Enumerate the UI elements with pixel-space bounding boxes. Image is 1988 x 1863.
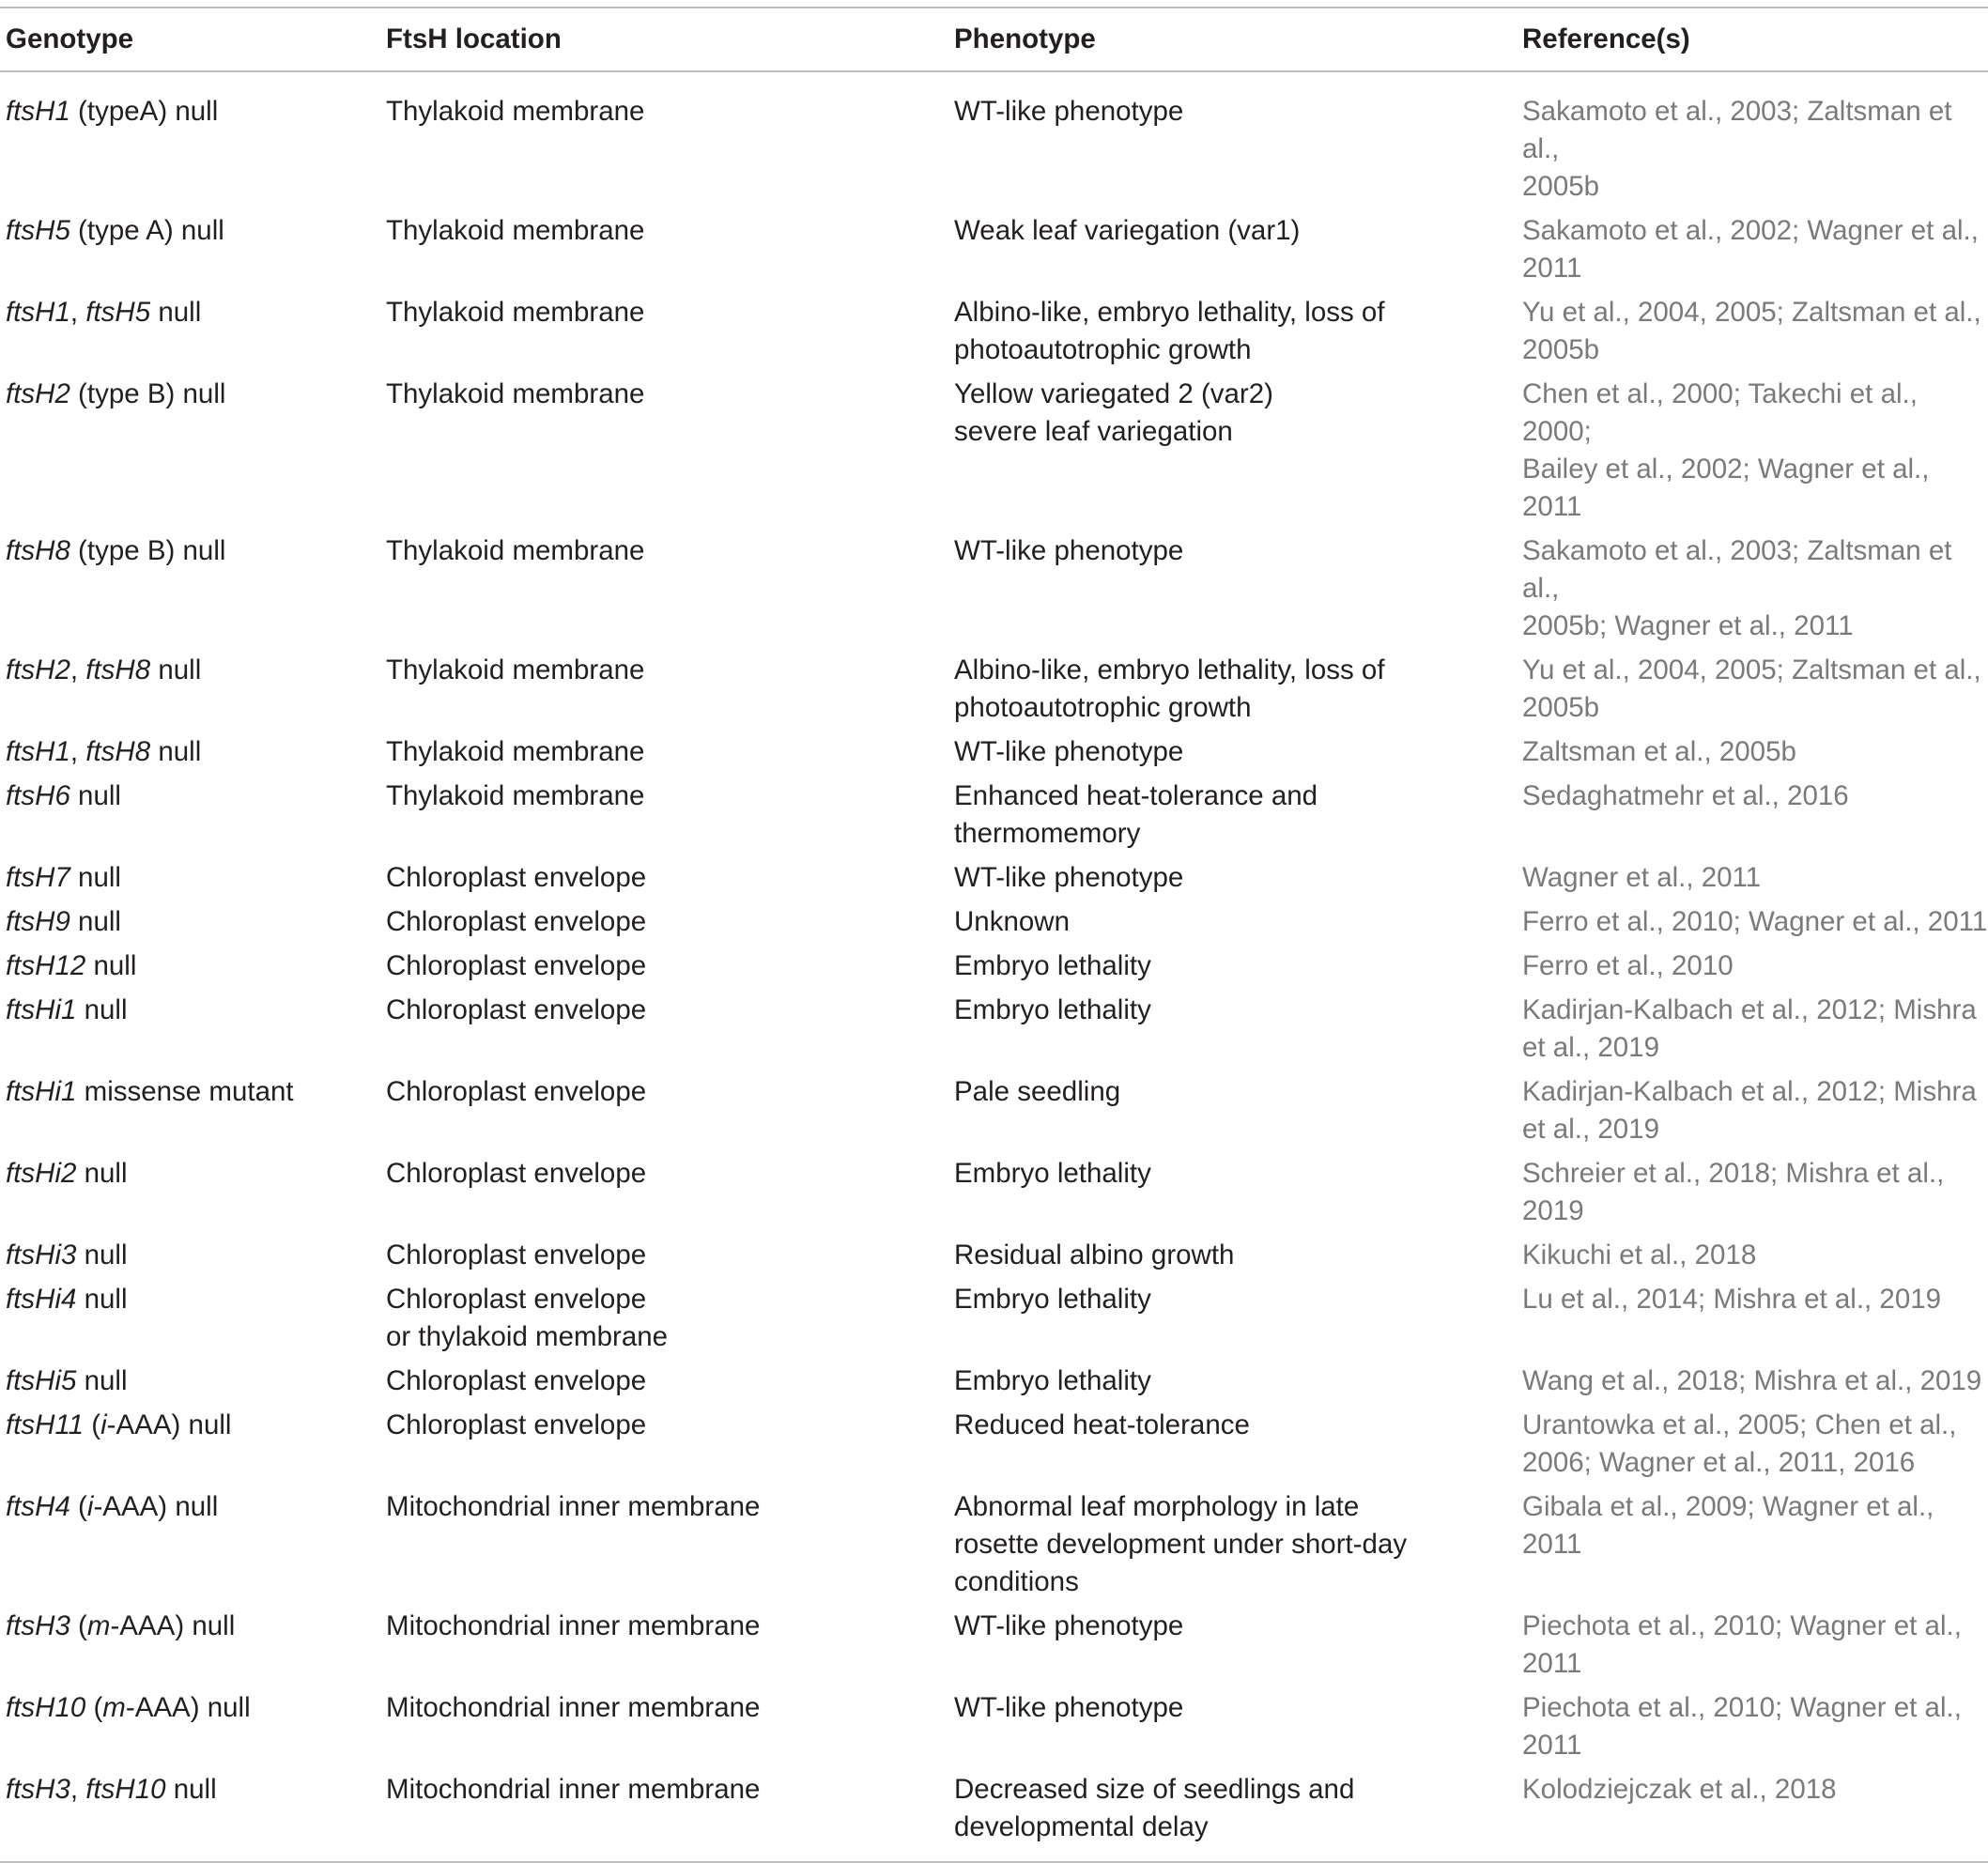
table-row (0, 1149, 1988, 1231)
location-cell (386, 370, 954, 527)
genotype-cell (0, 1401, 386, 1483)
header-references: Reference(s) (1522, 23, 1690, 54)
header-ftsh-location: FtsH location (386, 23, 562, 54)
phenotype-cell (954, 1231, 1522, 1275)
references-cell (1522, 854, 1988, 898)
location-cell (386, 1149, 954, 1231)
table-row (0, 1357, 1988, 1401)
genotype-text: ( (84, 1409, 101, 1440)
table-row (0, 1275, 1988, 1357)
genotype-text: null (76, 1365, 128, 1396)
references-cell (1522, 1483, 1988, 1602)
references-cell (1522, 1068, 1988, 1149)
references-cell-line: Sakamoto et al., 2002; Wagner et al., (1522, 215, 1979, 246)
phenotype-cell (954, 1765, 1522, 1862)
phenotype-cell-line: rosette development under short-day (954, 1529, 1408, 1560)
table-row (0, 207, 1988, 288)
phenotype-cell-line: photoautotrophic growth (954, 692, 1252, 723)
genotype-cell (0, 1765, 386, 1862)
references-cell-line: 2006; Wagner et al., 2011, 2016 (1522, 1447, 1916, 1478)
phenotype-cell-line: severe leaf variegation (954, 416, 1233, 447)
phenotype-cell (954, 1068, 1522, 1149)
header-phenotype: Phenotype (954, 23, 1096, 54)
table-row (0, 1483, 1988, 1602)
genotype-cell (0, 1602, 386, 1684)
location-cell (386, 288, 954, 370)
references-cell-line: Gibala et al., 2009; Wagner et al., 2011 (1522, 1491, 1934, 1560)
table-container (0, 7, 1988, 1863)
references-cell (1522, 527, 1988, 646)
phenotype-cell-line: Albino-like, embryo lethality, loss of (954, 297, 1385, 328)
gene-name: ftsH3 (6, 1774, 70, 1805)
gene-name: ftsH6 (6, 780, 70, 811)
genotype-cell (0, 728, 386, 772)
header-genotype: Genotype (6, 23, 134, 54)
table-row (0, 1684, 1988, 1765)
phenotype-cell-line: conditions (954, 1566, 1079, 1597)
phenotype-cell (954, 942, 1522, 986)
gene-name: ftsHi1 (6, 994, 77, 1025)
genotype-text: null (69, 906, 121, 937)
gene-name: m (102, 1692, 126, 1723)
genotype-text: null (165, 1774, 217, 1805)
references-cell-line: Kadirjan-Kalbach et al., 2012; Mishra (1522, 1076, 1977, 1107)
references-cell-line: Wang et al., 2018; Mishra et al., 2019 (1522, 1365, 1982, 1396)
gene-name: ftsH7 (6, 862, 70, 893)
references-cell (1522, 1765, 1988, 1862)
phenotype-cell-line: Embryo lethality (954, 1284, 1151, 1315)
genotype-text: ( (69, 1610, 87, 1641)
references-cell (1522, 207, 1988, 288)
references-cell-line: 2011 (1522, 1730, 1582, 1761)
genotype-text: -AAA) null (106, 1409, 232, 1440)
location-cell (386, 1357, 954, 1401)
phenotype-cell-line: Residual albino growth (954, 1239, 1235, 1270)
ftsh-mutants-table (0, 7, 1988, 1863)
gene-name: ftsH11 (6, 1409, 85, 1440)
references-cell (1522, 1231, 1988, 1275)
table-row (0, 527, 1988, 646)
references-cell (1522, 1357, 1988, 1401)
references-cell-line: 2011 (1522, 253, 1582, 284)
gene-name: ftsH9 (6, 906, 70, 937)
phenotype-cell (954, 527, 1522, 646)
gene-name: ftsH8 (85, 654, 151, 685)
genotype-cell (0, 772, 386, 854)
phenotype-cell (954, 1401, 1522, 1483)
references-cell-line: Ferro et al., 2010 (1522, 950, 1734, 981)
phenotype-cell-line: photoautotrophic growth (954, 334, 1252, 365)
genotype-text: ( (85, 1692, 103, 1723)
references-cell-line: et al., 2019 (1522, 1114, 1659, 1145)
location-cell (386, 1068, 954, 1149)
genotype-text: -AAA) null (110, 1610, 236, 1641)
table-row (0, 898, 1988, 942)
references-cell-line: 2005b (1522, 334, 1600, 365)
gene-name: ftsH1 (6, 96, 70, 127)
references-cell (1522, 728, 1988, 772)
location-cell-line: Thylakoid membrane (386, 654, 645, 685)
location-cell-line: Thylakoid membrane (386, 215, 645, 246)
phenotype-cell-line: Pale seedling (954, 1076, 1121, 1107)
phenotype-cell-line: Yellow variegated 2 (var2) (954, 378, 1273, 409)
table-row (0, 728, 1988, 772)
table-row (0, 854, 1988, 898)
gene-name: ftsH1 (6, 736, 70, 767)
references-cell (1522, 1149, 1988, 1231)
location-cell-line: Chloroplast envelope (386, 950, 647, 981)
table-body (0, 71, 1988, 1862)
gene-name: ftsHi5 (6, 1365, 77, 1396)
location-cell-line: Chloroplast envelope (386, 1409, 647, 1440)
references-cell (1522, 71, 1988, 207)
references-cell (1522, 986, 1988, 1068)
location-cell-line: Chloroplast envelope (386, 862, 647, 893)
phenotype-cell-line: Unknown (954, 906, 1070, 937)
genotype-cell (0, 1068, 386, 1149)
location-cell (386, 1275, 954, 1357)
gene-name: ftsH2 (6, 378, 70, 409)
phenotype-cell (954, 370, 1522, 527)
table-row (0, 646, 1988, 728)
location-cell (386, 207, 954, 288)
references-cell (1522, 898, 1988, 942)
phenotype-cell-line: Abnormal leaf morphology in late (954, 1491, 1360, 1522)
phenotype-cell-line: WT-like phenotype (954, 862, 1184, 893)
genotype-text: null (69, 862, 121, 893)
genotype-cell (0, 288, 386, 370)
location-cell-line: Chloroplast envelope (386, 1158, 647, 1189)
references-cell-line: Lu et al., 2014; Mishra et al., 2019 (1522, 1284, 1942, 1315)
genotype-text: , (69, 736, 86, 767)
gene-name: m (86, 1610, 111, 1641)
table-row (0, 1401, 1988, 1483)
genotype-text: null (150, 736, 202, 767)
gene-name: ftsH4 (6, 1491, 70, 1522)
phenotype-cell (954, 854, 1522, 898)
gene-name: ftsH3 (6, 1610, 70, 1641)
references-cell-line: Chen et al., 2000; Takechi et al., 2000; (1522, 378, 1918, 447)
genotype-text: ( (69, 1491, 87, 1522)
references-cell-line: 2005b (1522, 692, 1600, 723)
references-cell-line: 2011 (1522, 1648, 1582, 1679)
location-cell-line: Thylakoid membrane (386, 297, 645, 328)
location-cell (386, 1401, 954, 1483)
table-row (0, 986, 1988, 1068)
references-cell-line: Bailey et al., 2002; Wagner et al., 2011 (1522, 454, 1930, 522)
genotype-text: -AAA) null (125, 1692, 251, 1723)
phenotype-cell (954, 1602, 1522, 1684)
phenotype-cell (954, 1275, 1522, 1357)
phenotype-cell-line: thermomemory (954, 818, 1141, 849)
references-cell (1522, 288, 1988, 370)
gene-name: ftsH8 (85, 736, 151, 767)
genotype-text: missense mutant (76, 1076, 294, 1107)
phenotype-cell-line: Enhanced heat-tolerance and (954, 780, 1318, 811)
references-cell (1522, 1401, 1988, 1483)
genotype-cell (0, 207, 386, 288)
genotype-text: , (69, 654, 86, 685)
location-cell (386, 854, 954, 898)
genotype-text: , (69, 297, 86, 328)
phenotype-cell-line: Reduced heat-tolerance (954, 1409, 1250, 1440)
location-cell-line: Chloroplast envelope (386, 1239, 647, 1270)
location-cell (386, 1765, 954, 1862)
phenotype-cell-line: WT-like phenotype (954, 96, 1184, 127)
genotype-cell (0, 1483, 386, 1602)
phenotype-cell-line: Embryo lethality (954, 994, 1151, 1025)
location-cell (386, 986, 954, 1068)
genotype-cell (0, 1684, 386, 1765)
gene-name: ftsHi1 (6, 1076, 77, 1107)
location-cell (386, 772, 954, 854)
phenotype-cell (954, 71, 1522, 207)
genotype-text: null (69, 780, 121, 811)
table-row (0, 288, 1988, 370)
references-cell-line: Sakamoto et al., 2003; Zaltsman et al., (1522, 535, 1952, 604)
genotype-text: , (69, 1774, 86, 1805)
phenotype-cell-line: WT-like phenotype (954, 1692, 1184, 1723)
location-cell (386, 646, 954, 728)
location-cell-line: Thylakoid membrane (386, 96, 645, 127)
genotype-text: null (76, 994, 128, 1025)
references-cell-line: Kolodziejczak et al., 2018 (1522, 1774, 1837, 1805)
location-cell-line: Mitochondrial inner membrane (386, 1774, 761, 1805)
phenotype-cell (954, 207, 1522, 288)
header-row (0, 8, 1988, 71)
location-cell-line: Thylakoid membrane (386, 736, 645, 767)
genotype-text: (type B) null (69, 378, 226, 409)
genotype-cell (0, 370, 386, 527)
phenotype-cell-line: WT-like phenotype (954, 535, 1184, 566)
genotype-cell (0, 527, 386, 646)
genotype-text: -AAA) null (93, 1491, 219, 1522)
references-cell-line: Ferro et al., 2010; Wagner et al., 2011 (1522, 906, 1988, 937)
gene-name: i (100, 1409, 107, 1440)
references-cell-line: Piechota et al., 2010; Wagner et al., (1522, 1610, 1962, 1641)
location-cell-line: Thylakoid membrane (386, 535, 645, 566)
gene-name: i (86, 1491, 94, 1522)
phenotype-cell (954, 728, 1522, 772)
genotype-text: null (76, 1158, 128, 1189)
references-cell-line: Zaltsman et al., 2005b (1522, 736, 1796, 767)
location-cell (386, 1684, 954, 1765)
location-cell (386, 898, 954, 942)
references-cell-line: Schreier et al., 2018; Mishra et al., 2019 (1522, 1158, 1945, 1226)
location-cell-line: Mitochondrial inner membrane (386, 1610, 761, 1641)
references-cell-line: 2005b; Wagner et al., 2011 (1522, 610, 1854, 641)
phenotype-cell (954, 1357, 1522, 1401)
location-cell-line: Chloroplast envelope (386, 1365, 647, 1396)
genotype-cell (0, 1231, 386, 1275)
table-row (0, 370, 1988, 527)
genotype-text: null (150, 297, 202, 328)
gene-name: ftsH2 (6, 654, 70, 685)
table-header (0, 8, 1988, 71)
gene-name: ftsHi4 (6, 1284, 77, 1315)
references-cell-line: Piechota et al., 2010; Wagner et al., (1522, 1692, 1962, 1723)
location-cell-line: Mitochondrial inner membrane (386, 1692, 761, 1723)
phenotype-cell-line: WT-like phenotype (954, 736, 1184, 767)
location-cell (386, 728, 954, 772)
genotype-cell (0, 898, 386, 942)
genotype-cell (0, 71, 386, 207)
location-cell-line: Mitochondrial inner membrane (386, 1491, 761, 1522)
phenotype-cell-line: Embryo lethality (954, 1158, 1151, 1189)
phenotype-cell-line: WT-like phenotype (954, 1610, 1184, 1641)
location-cell-line: Thylakoid membrane (386, 378, 645, 409)
genotype-text: (typeA) null (69, 96, 219, 127)
phenotype-cell-line: developmental delay (954, 1811, 1209, 1842)
location-cell (386, 71, 954, 207)
location-cell (386, 1602, 954, 1684)
phenotype-cell (954, 898, 1522, 942)
references-cell-line: Sakamoto et al., 2003; Zaltsman et al., (1522, 96, 1952, 164)
references-cell-line: Kikuchi et al., 2018 (1522, 1239, 1757, 1270)
references-cell (1522, 1602, 1988, 1684)
genotype-cell (0, 1149, 386, 1231)
phenotype-cell (954, 1684, 1522, 1765)
location-cell (386, 942, 954, 986)
gene-name: ftsH8 (6, 535, 70, 566)
location-cell-line: Chloroplast envelope (386, 994, 647, 1025)
genotype-text: null (76, 1284, 128, 1315)
gene-name: ftsH10 (6, 1692, 86, 1723)
phenotype-cell-line: Embryo lethality (954, 1365, 1151, 1396)
table-row (0, 942, 1988, 986)
genotype-cell (0, 986, 386, 1068)
gene-name: ftsH10 (85, 1774, 166, 1805)
gene-name: ftsH12 (6, 950, 86, 981)
table-row (0, 772, 1988, 854)
genotype-text: null (85, 950, 137, 981)
table-row (0, 1231, 1988, 1275)
genotype-cell (0, 1357, 386, 1401)
references-cell (1522, 646, 1988, 728)
gene-name: ftsHi2 (6, 1158, 77, 1189)
genotype-text: null (150, 654, 202, 685)
phenotype-cell-line: Decreased size of seedlings and (954, 1774, 1355, 1805)
references-cell-line: Sedaghatmehr et al., 2016 (1522, 780, 1849, 811)
genotype-text: (type B) null (69, 535, 226, 566)
phenotype-cell (954, 646, 1522, 728)
phenotype-cell (954, 288, 1522, 370)
gene-name: ftsH5 (6, 215, 70, 246)
location-cell (386, 1231, 954, 1275)
references-cell (1522, 1275, 1988, 1357)
phenotype-cell (954, 1149, 1522, 1231)
genotype-cell (0, 1275, 386, 1357)
phenotype-cell-line: Weak leaf variegation (var1) (954, 215, 1301, 246)
table-row (0, 71, 1988, 207)
genotype-cell (0, 854, 386, 898)
gene-name: ftsH5 (85, 297, 151, 328)
genotype-cell (0, 646, 386, 728)
references-cell-line: Yu et al., 2004, 2005; Zaltsman et al., (1522, 297, 1981, 328)
table-row (0, 1602, 1988, 1684)
location-cell-line: Chloroplast envelope (386, 1076, 647, 1107)
references-cell-line: Urantowka et al., 2005; Chen et al., (1522, 1409, 1957, 1440)
phenotype-cell (954, 1483, 1522, 1602)
genotype-text: null (76, 1239, 128, 1270)
phenotype-cell (954, 986, 1522, 1068)
location-cell-line: Thylakoid membrane (386, 780, 645, 811)
table-row (0, 1068, 1988, 1149)
genotype-cell (0, 942, 386, 986)
location-cell (386, 1483, 954, 1602)
location-cell (386, 527, 954, 646)
references-cell-line: et al., 2019 (1522, 1032, 1659, 1063)
references-cell-line: Kadirjan-Kalbach et al., 2012; Mishra (1522, 994, 1977, 1025)
phenotype-cell-line: Albino-like, embryo lethality, loss of (954, 654, 1385, 685)
references-cell (1522, 370, 1988, 527)
location-cell-line: or thylakoid membrane (386, 1321, 669, 1352)
gene-name: ftsH1 (6, 297, 70, 328)
location-cell-line: Chloroplast envelope (386, 906, 647, 937)
phenotype-cell (954, 772, 1522, 854)
phenotype-cell-line: Embryo lethality (954, 950, 1151, 981)
references-cell (1522, 942, 1988, 986)
location-cell-line: Chloroplast envelope (386, 1284, 647, 1315)
references-cell-line: Yu et al., 2004, 2005; Zaltsman et al., (1522, 654, 1981, 685)
references-cell (1522, 1684, 1988, 1765)
references-cell-line: Wagner et al., 2011 (1522, 862, 1762, 893)
references-cell (1522, 772, 1988, 854)
references-cell-line: 2005b (1522, 171, 1600, 202)
gene-name: ftsHi3 (6, 1239, 77, 1270)
genotype-text: (type A) null (69, 215, 224, 246)
table-row (0, 1765, 1988, 1862)
